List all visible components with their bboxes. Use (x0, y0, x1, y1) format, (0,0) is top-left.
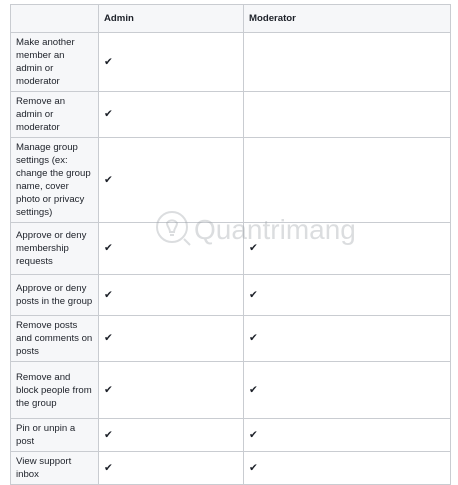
checkmark-icon: ✔ (249, 461, 258, 474)
admin-permission-cell (99, 419, 244, 452)
checkmark-icon: ✔ (104, 173, 113, 186)
watermark-text: Quantrimang (194, 214, 356, 245)
checkmark-icon: ✔ (249, 332, 258, 344)
checkmark-icon: ✔ (104, 55, 113, 68)
feature-label: Approve or deny membership requests (11, 223, 99, 275)
feature-label: Approve or deny posts in the group (11, 275, 99, 316)
feature-label: Remove and block people from the group (11, 362, 99, 419)
table-row (11, 452, 451, 485)
moderator-permission-cell (244, 223, 451, 275)
header-admin: Admin (99, 5, 244, 33)
table-row (11, 419, 451, 452)
checkmark-icon: ✔ (249, 242, 258, 254)
moderator-permission-cell (244, 419, 451, 452)
moderator-permission-cell (244, 362, 451, 419)
table-row (11, 362, 451, 419)
moderator-permission-cell (244, 452, 451, 485)
admin-permission-cell (99, 138, 244, 223)
header-row (11, 5, 451, 33)
moderator-permission-cell (244, 33, 451, 92)
feature-label: Manage group settings (ex: change the group name, cover photo or privacy settings) (11, 138, 99, 223)
moderator-permission-cell (244, 275, 451, 316)
table-row (11, 33, 451, 92)
permissions-body (11, 33, 451, 485)
admin-permission-cell (99, 92, 244, 138)
checkmark-icon: ✔ (104, 242, 113, 254)
checkmark-icon: ✔ (249, 383, 258, 396)
admin-permission-cell (99, 275, 244, 316)
admin-permission-cell (99, 452, 244, 485)
permissions-table (10, 4, 451, 485)
table-row (11, 138, 451, 223)
checkmark-icon: ✔ (104, 461, 113, 474)
checkmark-icon: ✔ (249, 288, 258, 301)
feature-label: View support inbox (11, 452, 99, 485)
checkmark-icon: ✔ (104, 428, 113, 441)
checkmark-icon: ✔ (104, 288, 113, 301)
feature-label: Make another member an admin or moderator (11, 33, 99, 92)
table-row (11, 223, 451, 275)
feature-label: Remove an admin or moderator (11, 92, 99, 138)
permissions-table-container (10, 4, 450, 485)
moderator-permission-cell (244, 316, 451, 362)
feature-label: Remove posts and comments on posts (11, 316, 99, 362)
header-corner (11, 5, 99, 33)
admin-permission-cell (99, 33, 244, 92)
header-moderator: Moderator (244, 5, 451, 33)
moderator-permission-cell (244, 138, 451, 223)
table-row (11, 92, 451, 138)
table-row (11, 275, 451, 316)
admin-permission-cell (99, 316, 244, 362)
checkmark-icon: ✔ (104, 108, 113, 120)
checkmark-icon: ✔ (104, 332, 113, 344)
admin-permission-cell (99, 362, 244, 419)
table-row (11, 316, 451, 362)
checkmark-icon: ✔ (104, 383, 113, 396)
feature-label: Pin or unpin a post (11, 419, 99, 452)
checkmark-icon: ✔ (249, 428, 258, 441)
moderator-permission-cell (244, 92, 451, 138)
admin-permission-cell (99, 223, 244, 275)
